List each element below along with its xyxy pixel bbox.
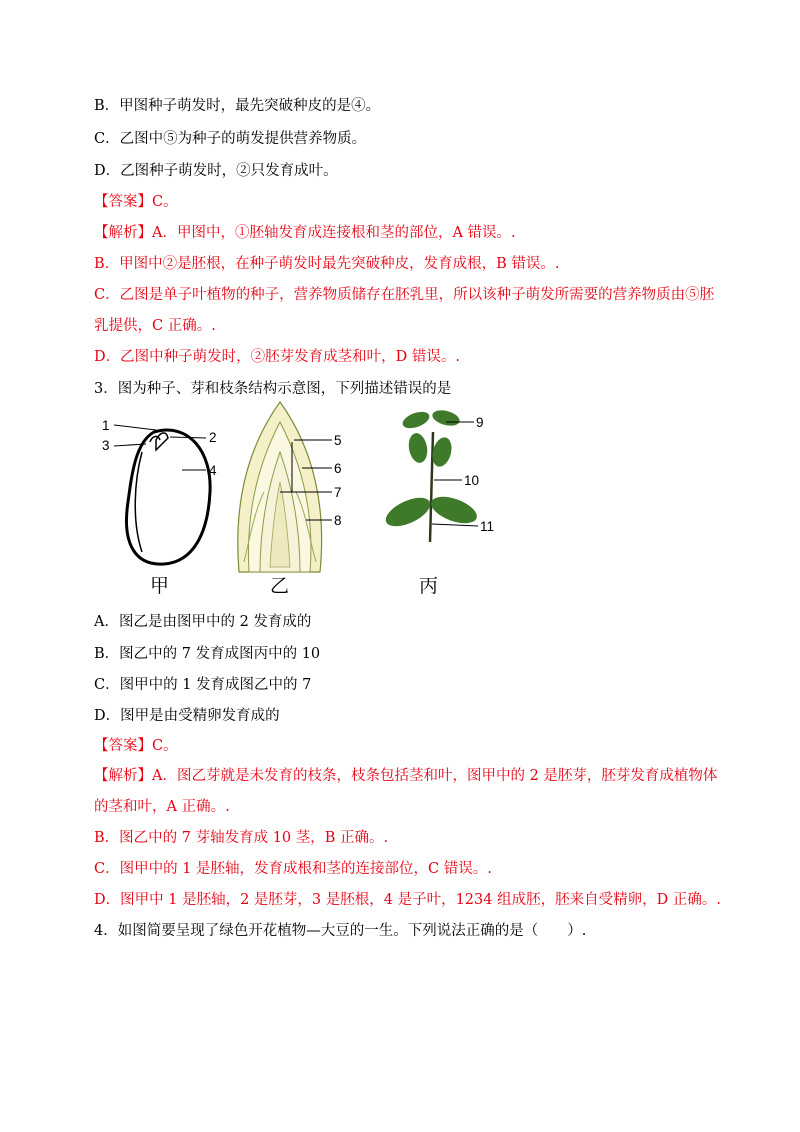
label-jia-2: 2 [209, 430, 217, 445]
label-bing-10: 10 [464, 473, 480, 488]
label-bing-9: 9 [476, 415, 484, 430]
analysis2-line-4: C．图甲中的 1 是胚轴，发育成根和茎的连接部位，C 错误。. [94, 861, 492, 877]
label-yi-5: 5 [334, 433, 342, 448]
caption-jia: 甲 [150, 575, 170, 597]
label-jia-1: 1 [102, 418, 110, 433]
caption-bing: 丙 [419, 575, 439, 597]
caption-yi: 乙 [270, 575, 290, 597]
analysis-line-2: B．甲图中②是胚根，在种子萌发时最先突破种皮，发育成根，B 错误。. [94, 256, 560, 272]
analysis2-line-3: B．图乙中的 7 芽轴发育成 10 茎，B 正确。. [94, 830, 389, 846]
analysis-line-5: D．乙图中种子萌发时，②胚芽发育成茎和叶，D 错误。. [94, 349, 460, 365]
option-b-text-2: B．图乙中的 7 发育成图丙中的 10 [94, 646, 321, 662]
option-d-text-2: D．图甲是由受精卵发育成的 [94, 708, 280, 724]
seed-diagram [114, 425, 210, 564]
bud-diagram [238, 402, 332, 572]
label-bing-11: 11 [480, 519, 495, 534]
label-jia-3: 3 [102, 438, 110, 453]
label-yi-6: 6 [334, 461, 342, 476]
label-yi-7: 7 [334, 485, 342, 500]
answer-text: 【答案】C。 [94, 194, 178, 210]
question-4-text: 4．如图简要呈现了绿色开花植物—大豆的一生。下列说法正确的是（ ）. [94, 923, 587, 939]
analysis-line-4: 乳提供，C 正确。. [94, 318, 216, 334]
label-jia-4: 4 [209, 463, 217, 478]
question-3-text: 3．图为种子、芽和枝条结构示意图，下列描述错误的是 [94, 381, 452, 397]
option-d-text: D．乙图种子萌发时，②只发育成叶。 [94, 163, 338, 179]
option-a-text: A．图乙是由图甲中的 2 发育成的 [94, 614, 312, 630]
analysis2-line-5: D．图甲中 1 是胚轴，2 是胚芽，3 是胚根，4 是子叶，1234 组成胚，胚来自受精卵，D 正确。. [94, 892, 721, 908]
analysis-line-3: C．乙图是单子叶植物的种子，营养物质储存在胚乳里，所以该种子萌发所需要的营养物质由⑤胚 [94, 287, 715, 303]
analysis2-line-2: 的茎和叶，A 正确。. [94, 799, 230, 815]
answer-text-2: 【答案】C。 [94, 738, 178, 754]
option-c-text-2: C．图甲中的 1 发育成图乙中的 7 [94, 677, 312, 693]
analysis-line-1: 【解析】A．甲图中，①胚轴发育成连接根和茎的部位，A 错误。. [94, 225, 516, 241]
structure-figure [94, 392, 524, 602]
option-b-text: B．甲图种子萌发时，最先突破种皮的是④。 [94, 98, 381, 114]
label-yi-8: 8 [334, 513, 342, 528]
figure-svg [94, 392, 524, 602]
option-c-text: C．乙图中⑤为种子的萌发提供营养物质。 [94, 131, 367, 147]
analysis2-line-1: 【解析】A．图乙芽就是未发育的枝条，枝条包括茎和叶，图甲中的 2 是胚芽，胚芽发育成植物体 [94, 768, 718, 784]
